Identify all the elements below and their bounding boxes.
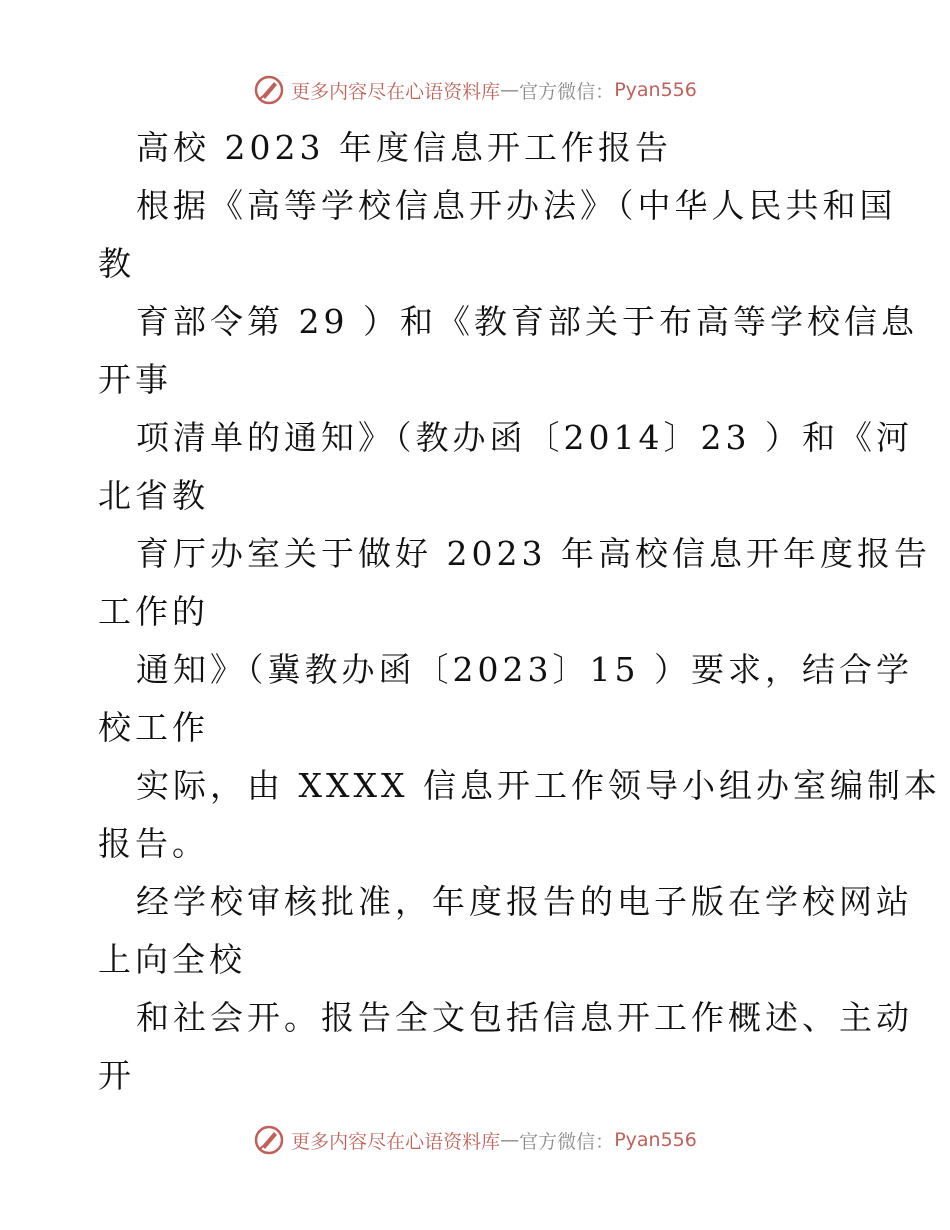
banner-slogan: 更多内容尽在心语资料库 — [291, 1130, 501, 1153]
banner-wechat-label: 官方微信： — [519, 1130, 615, 1153]
banner-wechat-label: 官方微信： — [519, 80, 615, 103]
document-line: 育部令第 29 ）和《教育部关于布高等学校信息 — [136, 302, 918, 341]
document-line: 校工作 — [98, 708, 209, 747]
quill-logo-icon — [253, 1124, 285, 1156]
document-line: 北省教 — [98, 476, 209, 515]
document-line: 育厅办室关于做好 2023 年高校信息开年度报告 — [136, 534, 931, 573]
banner-dash: — — [500, 79, 520, 101]
document-line: 经学校审核批准，年度报告的电子版在学校网站 — [136, 882, 913, 921]
document-line: 开事 — [98, 360, 172, 399]
document-line: 和社会开。报告全文包括信息开工作概述、主动 — [136, 998, 913, 1037]
document-line: 实际，由 XXXX 信息开工作领导小组办室编制本 — [136, 766, 941, 805]
document-line: 通知》（冀教办函〔2023〕15 ）要求，结合学 — [136, 650, 913, 689]
banner-dash: — — [500, 1129, 520, 1151]
quill-logo-icon — [253, 74, 285, 106]
document-line: 上向全校 — [98, 940, 246, 979]
document-line: 项清单的通知》（教办函〔2014〕23 ）和《河 — [136, 418, 913, 457]
document-line: 开 — [98, 1056, 135, 1095]
document-line: 教 — [98, 244, 135, 283]
document-line: 工作的 — [98, 592, 209, 631]
banner-wechat-id: Pyan556 — [614, 1129, 697, 1151]
banner-wechat-id: Pyan556 — [614, 79, 697, 101]
footer-banner — [0, 1120, 950, 1160]
document-line: 根据《高等学校信息开办法》（中华人民共和国 — [136, 186, 897, 225]
header-banner — [0, 70, 950, 110]
document-line: 报告。 — [98, 824, 209, 863]
banner-slogan: 更多内容尽在心语资料库 — [291, 80, 501, 103]
document-title: 高校 2023 年度信息开工作报告 — [136, 128, 672, 167]
